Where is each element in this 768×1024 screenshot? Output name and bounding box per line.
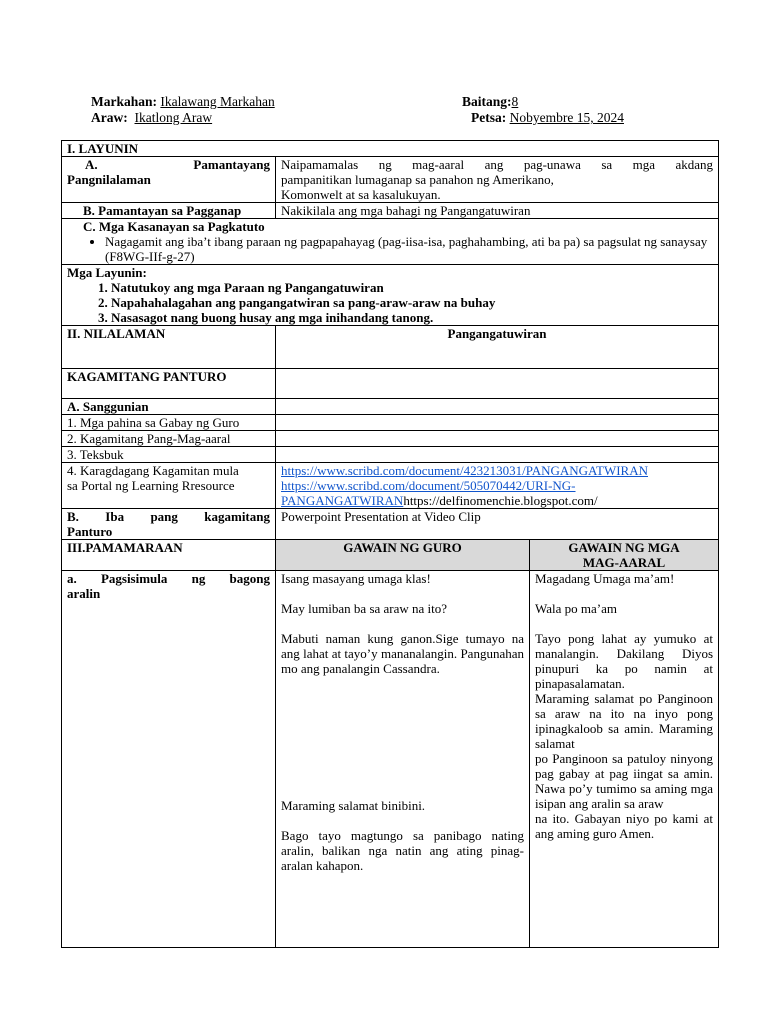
mag-attendance: Wala po ma’am (535, 601, 617, 616)
scribd-link-2-cont[interactable]: PANGANGATWIRAN (281, 493, 404, 508)
markahan-value: Ikalawang Markahan (160, 94, 275, 109)
nilalaman-value: Pangangatuwiran (276, 326, 719, 369)
kagamitan-value (276, 369, 719, 399)
kasanayan-cell (62, 219, 719, 265)
nilalaman-label: II. NILALAMAN (62, 326, 276, 369)
objective-item: 2. Napahahalagahan ang pangangatwiran sa pang-araw-araw na buhay (111, 295, 713, 310)
kasanayan-label: C. Mga Kasanayan sa Pagkatuto (83, 219, 265, 234)
pagsisimula-label: a. Pagsisimula ng bagong aralin (62, 571, 276, 948)
kagamitang-mag-aaral-value (276, 431, 719, 447)
row-portal (62, 463, 719, 509)
guro-prayer: Mabuti naman kung ganon.Sige tumayo na ang lahat at tayo’y mananalangin. Pangunahan mo ang panalangin Cassandra. (281, 631, 524, 676)
kagamitang-mag-aaral-label: 2. Kagamitang Pang-Mag-aaral (62, 431, 276, 447)
pamantayang-pangnilalaman-label: A. Pamantayang Pangnilalaman (62, 157, 276, 203)
petsa-value: Nobyembre 15, 2024 (509, 110, 624, 125)
guro-attendance: May lumiban ba sa araw na ito? (281, 601, 448, 616)
scribd-link-2[interactable]: https://www.scribd.com/document/505070442/URI-NG- (281, 478, 576, 493)
baitang-value: 8 (511, 94, 519, 109)
guro-review: Bago tayo magtungo sa panibago nating aralin, balikan nga natin ang ating pinag-aralan kahapon. (281, 828, 524, 873)
row-kasanayan (62, 219, 719, 265)
row-kagamitang-mag-aaral (62, 431, 719, 447)
scribd-link-1[interactable]: https://www.scribd.com/document/423213031/PANGANGATWIRAN (281, 463, 648, 478)
teksbuk-label: 3. Teksbuk (62, 447, 276, 463)
pamamaraan-label: III.PAMAMARAAN (62, 540, 276, 571)
sanggunian-value (276, 399, 719, 415)
row-teksbuk (62, 447, 719, 463)
sanggunian-label: A. Sanggunian (62, 399, 276, 415)
row-iba-kagamitan (62, 509, 719, 540)
objectives-list (67, 280, 713, 325)
row-kagamitan (62, 369, 719, 399)
section-layunin: I. LAYUNIN (62, 141, 719, 157)
row-sanggunian (62, 399, 719, 415)
mga-layunin-label: Mga Layunin: (67, 265, 147, 280)
row-mga-layunin (62, 265, 719, 326)
gabay-guro-label: 1. Mga pahina sa Gabay ng Guro (62, 415, 276, 431)
row-pamamaraan-header (62, 540, 719, 571)
iba-kagamitan-value: Powerpoint Presentation at Video Clip (276, 509, 719, 540)
teksbuk-value (276, 447, 719, 463)
kasanayan-bullet: • Nagagamit ang iba’t ibang paraan ng pagpapahayag (pag-iisa-isa, paghahambing, ati ba pa) sa pagsulat ng sanaysay (F8WG-IIf-g-27) (105, 234, 713, 264)
mag-prayer-1: Tayo pong lahat ay yumuko at manalangin. Dakilang Diyos pinupuri ka po namin at pinapasalamatan. (535, 631, 714, 691)
mag-prayer-3: po Panginoon sa patuloy ninyong pag gabay at pag iingat sa amin. Nawa po’y tumimo sa aming mga isipan ang aralin sa araw (535, 751, 714, 811)
row-gabay-guro (62, 415, 719, 431)
mag-greeting: Magadang Umaga ma’am! (535, 571, 675, 586)
portal-links (276, 463, 719, 509)
kasanayan-list (67, 234, 713, 264)
petsa-label: Petsa: (471, 110, 507, 125)
col-gawain-mag-aaral: GAWAIN NG MGA MAG-AARAL (530, 540, 719, 571)
guro-greeting: Isang masayang umaga klas! (281, 571, 431, 586)
gawain-guro-cell (276, 571, 530, 948)
pamantayan-pagganap-label: B. Pamantayan sa Pagganap (62, 203, 276, 219)
mga-layunin-cell (62, 265, 719, 326)
baitang-label: Baitang: (462, 94, 512, 109)
row-pamantayan-pagganap (62, 203, 719, 219)
araw-label: Araw: (91, 110, 128, 125)
markahan-label: Markahan: (91, 94, 158, 109)
markahan-line (91, 94, 275, 110)
objective-item: 3. Nasasagot nang buong husay ang mga inihandang tanong. (111, 310, 713, 325)
mag-prayer-2: Maraming salamat po Panginoon sa araw na ito na inyo pong ipinagkaloob sa amin. Maraming salamat (535, 691, 714, 751)
row-layunin (62, 141, 719, 157)
mag-prayer-4: na ito. Gabayan niyo po kami at ang aming guro Amen. (535, 811, 714, 841)
iba-kagamitan-label: B. Iba pang kagamitang Panturo (62, 509, 276, 540)
portal-label: 4. Karagdagang Kagamitan mula sa Portal ng Learning Rresource (62, 463, 276, 509)
col-gawain-guro: GAWAIN NG GURO (276, 540, 530, 571)
kagamitan-label: KAGAMITANG PANTURO (62, 369, 276, 399)
objective-item: 1. Natutukoy ang mga Paraan ng Pangangatuwiran (111, 280, 713, 295)
araw-line (91, 110, 212, 126)
pamantayan-pagganap-text: Nakikilala ang mga bahagi ng Pangangatuwiran (276, 203, 719, 219)
lesson-plan-table (61, 140, 719, 948)
petsa-line (471, 110, 624, 126)
araw-value: Ikatlong Araw (134, 110, 213, 125)
pamantayang-pangnilalaman-text: Naipamamalas ng mag-aaral ang pag-unawa sa mga akdang pampanitikan lumaganap sa panahon ng Amerikano, Komonwelt at sa kasalukuyan. (276, 157, 719, 203)
baitang-line (462, 94, 518, 110)
blogspot-link[interactable]: https://delfinomenchie.blogspot.com/ (403, 493, 598, 508)
row-pagsisimula (62, 571, 719, 948)
row-pamantayang-pangnilalaman (62, 157, 719, 203)
gabay-guro-value (276, 415, 719, 431)
gawain-mag-aaral-cell (530, 571, 719, 948)
row-nilalaman (62, 326, 719, 369)
guro-thanks: Maraming salamat binibini. (281, 798, 426, 813)
